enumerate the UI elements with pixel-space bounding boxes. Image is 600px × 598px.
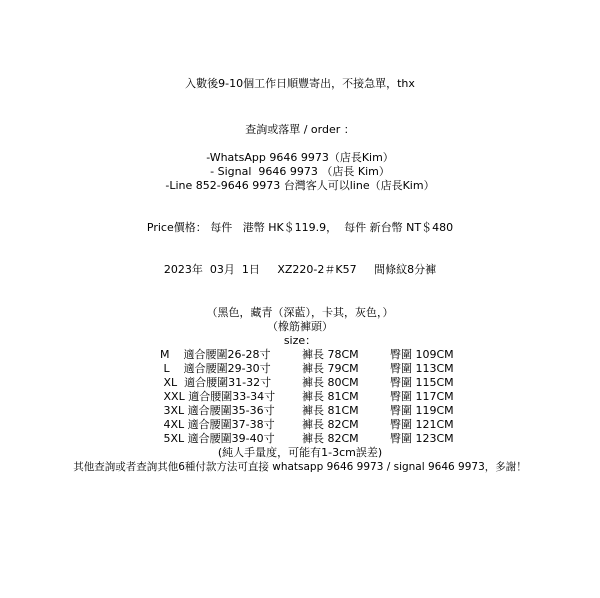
size-row — [160, 432, 480, 446]
size-hip: 臀圍 109CM — [390, 348, 454, 361]
waistband-note: （橡筋褲頭） — [267, 320, 333, 333]
measure-note: (純人手量度，可能有1-3cm誤差) — [217, 446, 383, 459]
order-title: 查詢或落單 / order ： — [245, 123, 355, 136]
size-length: 褲長 82CM — [302, 432, 359, 445]
size-hip: 臀圍 117CM — [390, 390, 454, 403]
size-waist: 4XL 適合腰圍37-38寸 — [160, 418, 275, 431]
size-label: size： — [283, 334, 317, 347]
size-row — [160, 376, 480, 390]
size-waist: XXL 適合腰圍33-34寸 — [160, 390, 276, 403]
size-waist: 3XL 適合腰圍35-36寸 — [160, 404, 275, 417]
size-table — [160, 348, 480, 446]
size-length: 褲長 79CM — [302, 362, 359, 375]
size-row — [160, 362, 480, 376]
size-hip: 臀圍 123CM — [390, 432, 454, 445]
contact-line: -Line 852-9646 9973 台灣客人可以line（店長Kim） — [165, 179, 435, 192]
size-row — [160, 348, 480, 362]
size-hip: 臀圍 113CM — [390, 362, 454, 375]
size-waist: XL 適合腰圍31-32寸 — [160, 376, 272, 389]
size-hip: 臀圍 115CM — [390, 376, 454, 389]
size-waist: M 適合腰圍26-28寸 — [160, 348, 271, 361]
contact-whatsapp: -WhatsApp 9646 9973（店長Kim） — [206, 151, 394, 164]
size-length: 褲長 81CM — [302, 404, 359, 417]
contact-signal: - Signal 9646 9973 （店長 Kim） — [210, 165, 390, 178]
size-waist: L 適合腰圍29-30寸 — [160, 362, 271, 375]
size-length: 褲長 81CM — [302, 390, 359, 403]
size-length: 褲長 80CM — [302, 376, 359, 389]
size-length: 褲長 82CM — [302, 418, 359, 431]
footer-text: 其他查詢或者查詢其他6種付款方法可直接 whatsapp 9646 9973 / signal 9646 9973，多謝！ — [73, 461, 527, 473]
size-waist: 5XL 適合腰圍39-40寸 — [160, 432, 275, 445]
product-info: 2023年 03月 1日 XZ220-2＃K57 間條紋8分褲 — [163, 263, 437, 276]
color-options: （黑色，藏青（深藍），卡其，灰色，） — [206, 306, 394, 319]
size-row — [160, 404, 480, 418]
size-row — [160, 418, 480, 432]
size-row — [160, 390, 480, 404]
size-hip: 臀圍 121CM — [390, 418, 454, 431]
intro-text: 入數後9-10個工作日順豐寄出，不接急單，thx — [185, 77, 415, 90]
size-hip: 臀圍 119CM — [390, 404, 454, 417]
size-length: 褲長 78CM — [302, 348, 359, 361]
price-text: Price價格： 每件 港幣 HK＄119.9， 每件 新台幣 NT＄480 — [146, 221, 454, 234]
